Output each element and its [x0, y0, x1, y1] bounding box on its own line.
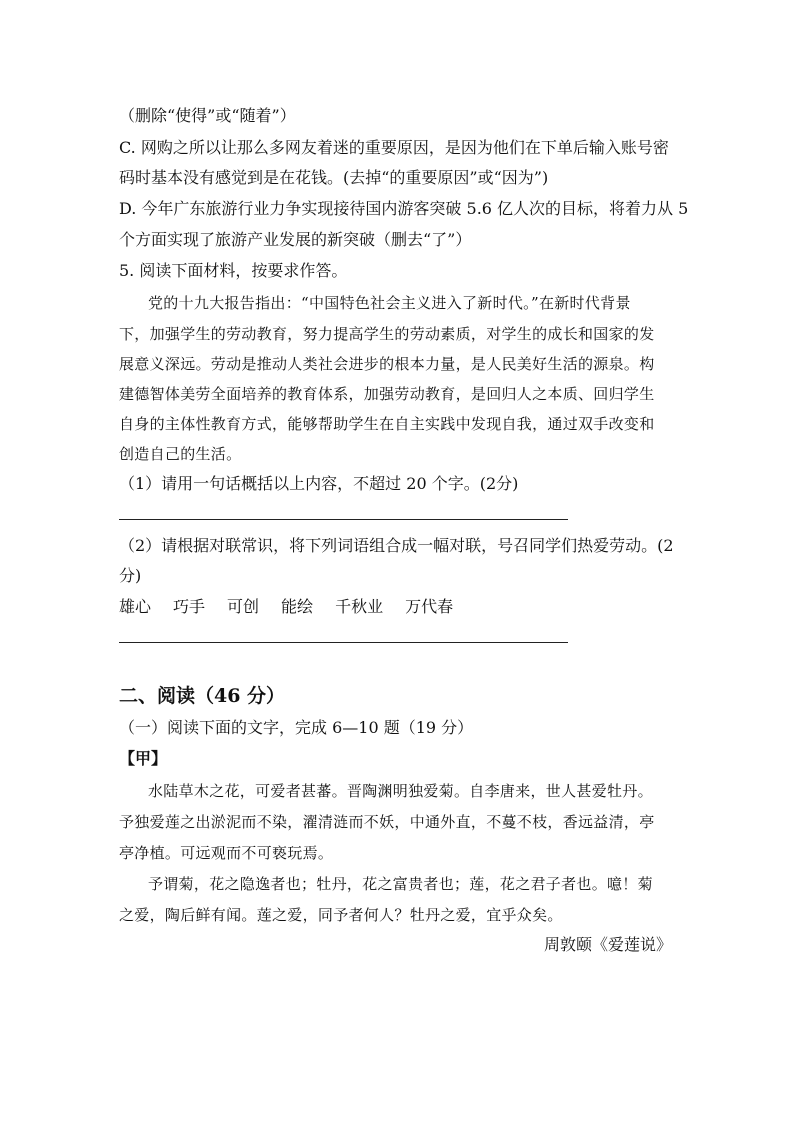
- word-item: 雄心: [119, 597, 152, 616]
- word-item: 可创: [227, 597, 260, 616]
- material-paragraph-line: 建德智体美劳全面培养的教育体系，加强劳动教育，是回归人之本质、回归学生: [119, 385, 655, 403]
- classical-text-line: 之爱，陶后鲜有闻。莲之爱，同予者何人？牡丹之爱，宜乎众矣。: [119, 906, 563, 924]
- option-d-line2: 个方面实现了旅游产业发展的新突破（删去“了”）: [119, 230, 472, 249]
- answer-line-2[interactable]: [119, 642, 568, 643]
- option-c-line2: 码时基本没有感觉到是在花钱。(去掉“的重要原因”或“因为”): [119, 168, 549, 187]
- option-d-line1: D. 今年广东旅游行业力争实现接待国内游客突破 5.6 亿人次的目标，将着力从 5: [119, 199, 689, 218]
- word-item: 巧手: [173, 597, 206, 616]
- sub-question-2-line2: 分): [119, 566, 142, 585]
- classical-text-line: 亭净植。可远观而不可亵玩焉。: [119, 844, 334, 862]
- passage-jia-label: 【甲】: [119, 749, 168, 768]
- word-item: 万代春: [405, 597, 454, 616]
- material-paragraph-line: 展意义深远。劳动是推动人类社会进步的根本力量，是人民美好生活的源泉。构: [119, 355, 655, 373]
- sub-question-1: （1）请用一句话概括以上内容，不超过 20 个字。(2分): [119, 474, 519, 493]
- word-item: 能绘: [281, 597, 314, 616]
- material-paragraph-line: 创造自己的生活。: [119, 445, 242, 463]
- word-item: 千秋业: [335, 597, 384, 616]
- classical-text-line: 予独爱莲之出淤泥而不染，濯清涟而不妖，中通外直，不蔓不枝，香远益清，亭: [119, 813, 655, 831]
- material-paragraph-line: 下，加强学生的劳动教育，努力提高学生的劳动素质，对学生的成长和国家的发: [119, 325, 655, 343]
- classical-text-line: 水陆草木之花，可爱者甚蕃。晋陶渊明独爱菊。自李唐来，世人甚爱牡丹。: [148, 782, 653, 800]
- section-2-title: 二、阅读（46 分）: [119, 685, 286, 707]
- question-5-title: 5. 阅读下面材料，按要求作答。: [119, 261, 348, 280]
- option-b-note: （删除“使得”或“随着”）: [119, 106, 296, 125]
- answer-line-1[interactable]: [119, 519, 568, 520]
- part-1-instruction: （一）阅读下面的文字，完成 6—10 题（19 分）: [119, 718, 474, 737]
- option-c-line1: C. 网购之所以让那么多网友着迷的重要原因，是因为他们在下单后输入账号密: [119, 138, 669, 157]
- passage-source: 周敦颐《爱莲说》: [543, 935, 672, 954]
- sub-question-2-line1: （2）请根据对联常识，将下列词语组合成一幅对联，号召同学们热爱劳动。(2: [119, 536, 674, 555]
- material-paragraph-line: 党的十九大报告指出：“中国特色社会主义进入了新时代。”在新时代背景: [148, 294, 631, 312]
- classical-text-line: 予谓菊，花之隐逸者也；牡丹，花之富贵者也；莲，花之君子者也。噫！菊: [148, 875, 653, 893]
- material-paragraph-line: 自身的主体性教育方式，能够帮助学生在自主实践中发现自我，通过双手改变和: [119, 415, 655, 433]
- word-list: [119, 597, 679, 617]
